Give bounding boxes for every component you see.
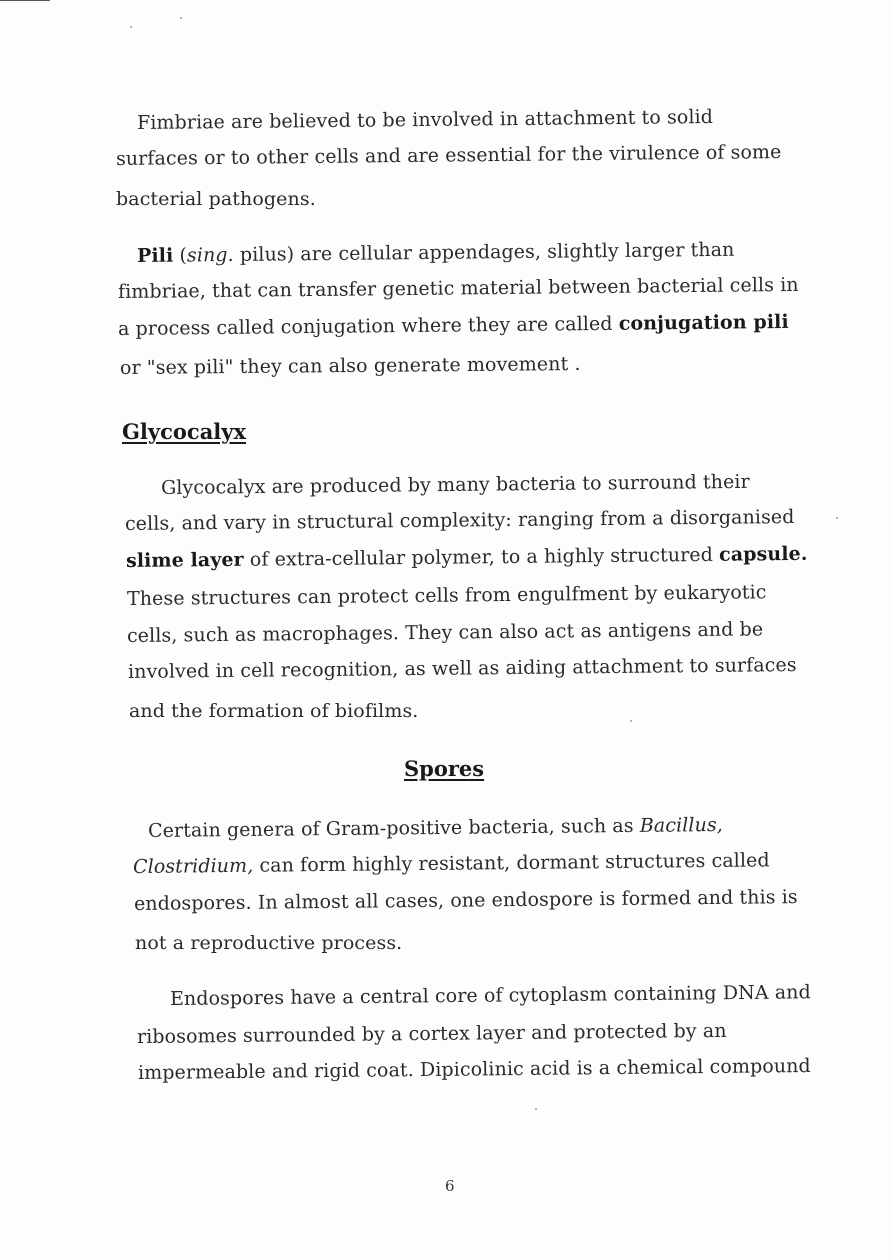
spores-line-2: [133, 849, 770, 878]
pili-sing-abbrev: sing.: [186, 243, 234, 267]
glycocalyx-line-3: [126, 543, 808, 572]
spores-line-1-pre: Certain genera of Gram-positive bacteria, such as: [147, 814, 640, 842]
bacillus-genus: Bacillus,: [639, 813, 723, 837]
scan-speck: [180, 17, 182, 19]
capsule-term: capsule.: [718, 542, 808, 566]
endospores-line-1: Endospores have a central core of cytoplasm containing DNA and: [169, 981, 811, 1010]
spores-line-4: not a reproductive process.: [135, 932, 403, 954]
endospores-line-3: impermeable and rigid coat. Dipicolinic acid is a chemical compound: [137, 1054, 811, 1084]
scan-speck: [535, 1108, 537, 1110]
glycocalyx-heading: Glycocalyx: [122, 419, 247, 444]
pili-line-1-rest: pilus) are cellular appendages, slightly larger than: [233, 238, 735, 266]
fimbriae-line-2: surfaces or to other cells and are essential for the virulence of some: [115, 141, 782, 170]
clostridium-genus: Clostridium,: [132, 854, 254, 878]
conjugation-pili-term: conjugation pili: [618, 310, 789, 335]
slime-layer-term: slime layer: [125, 548, 244, 572]
scan-speck: [836, 517, 838, 519]
spores-heading: Spores: [404, 756, 485, 781]
glycocalyx-line-3-mid: of extra-cellular polymer, to a highly structured: [243, 543, 720, 571]
spores-line-3: endospores. In almost all cases, one endospore is formed and this is: [133, 886, 798, 915]
pili-line-3-pre: a process called conjugation where they are called: [117, 312, 619, 340]
endospores-line-2: ribosomes surrounded by a cortex layer and protected by an: [136, 1019, 727, 1048]
fimbriae-line-1: Fimbriae are believed to be involved in attachment to solid: [136, 105, 714, 134]
spores-line-1: [148, 814, 723, 842]
spores-line-2-rest: can form highly resistant, dormant structures called: [253, 849, 770, 877]
fimbriae-line-3: bacterial pathogens.: [116, 188, 316, 210]
glycocalyx-line-6: involved in cell recognition, as well as aiding attachment to surfaces: [127, 653, 797, 683]
pili-line-4: or "sex pili" they can also generate movement .: [119, 352, 581, 379]
pili-term: Pili: [136, 244, 174, 267]
scan-speck: [130, 26, 132, 28]
pili-line-2: fimbriae, that can transfer genetic material between bacterial cells in: [117, 273, 799, 303]
page-number: 6: [445, 1177, 455, 1195]
pili-line-1: [137, 239, 735, 267]
glycocalyx-line-5: cells, such as macrophages. They can also act as antigens and be: [126, 618, 764, 647]
pili-open-paren: (: [173, 244, 188, 267]
pili-line-3: [118, 311, 789, 340]
glycocalyx-line-2: cells, and vary in structural complexity: ranging from a disorganised: [124, 505, 795, 535]
glycocalyx-line-1: Glycocalyx are produced by many bacteria to surround their: [160, 470, 750, 499]
glycocalyx-line-4: These structures can protect cells from engulfment by eukaryotic: [126, 581, 767, 610]
scan-speck: [630, 720, 632, 722]
scan-edge-mark: [0, 0, 50, 1]
glycocalyx-line-7: and the formation of biofilms.: [129, 700, 419, 722]
